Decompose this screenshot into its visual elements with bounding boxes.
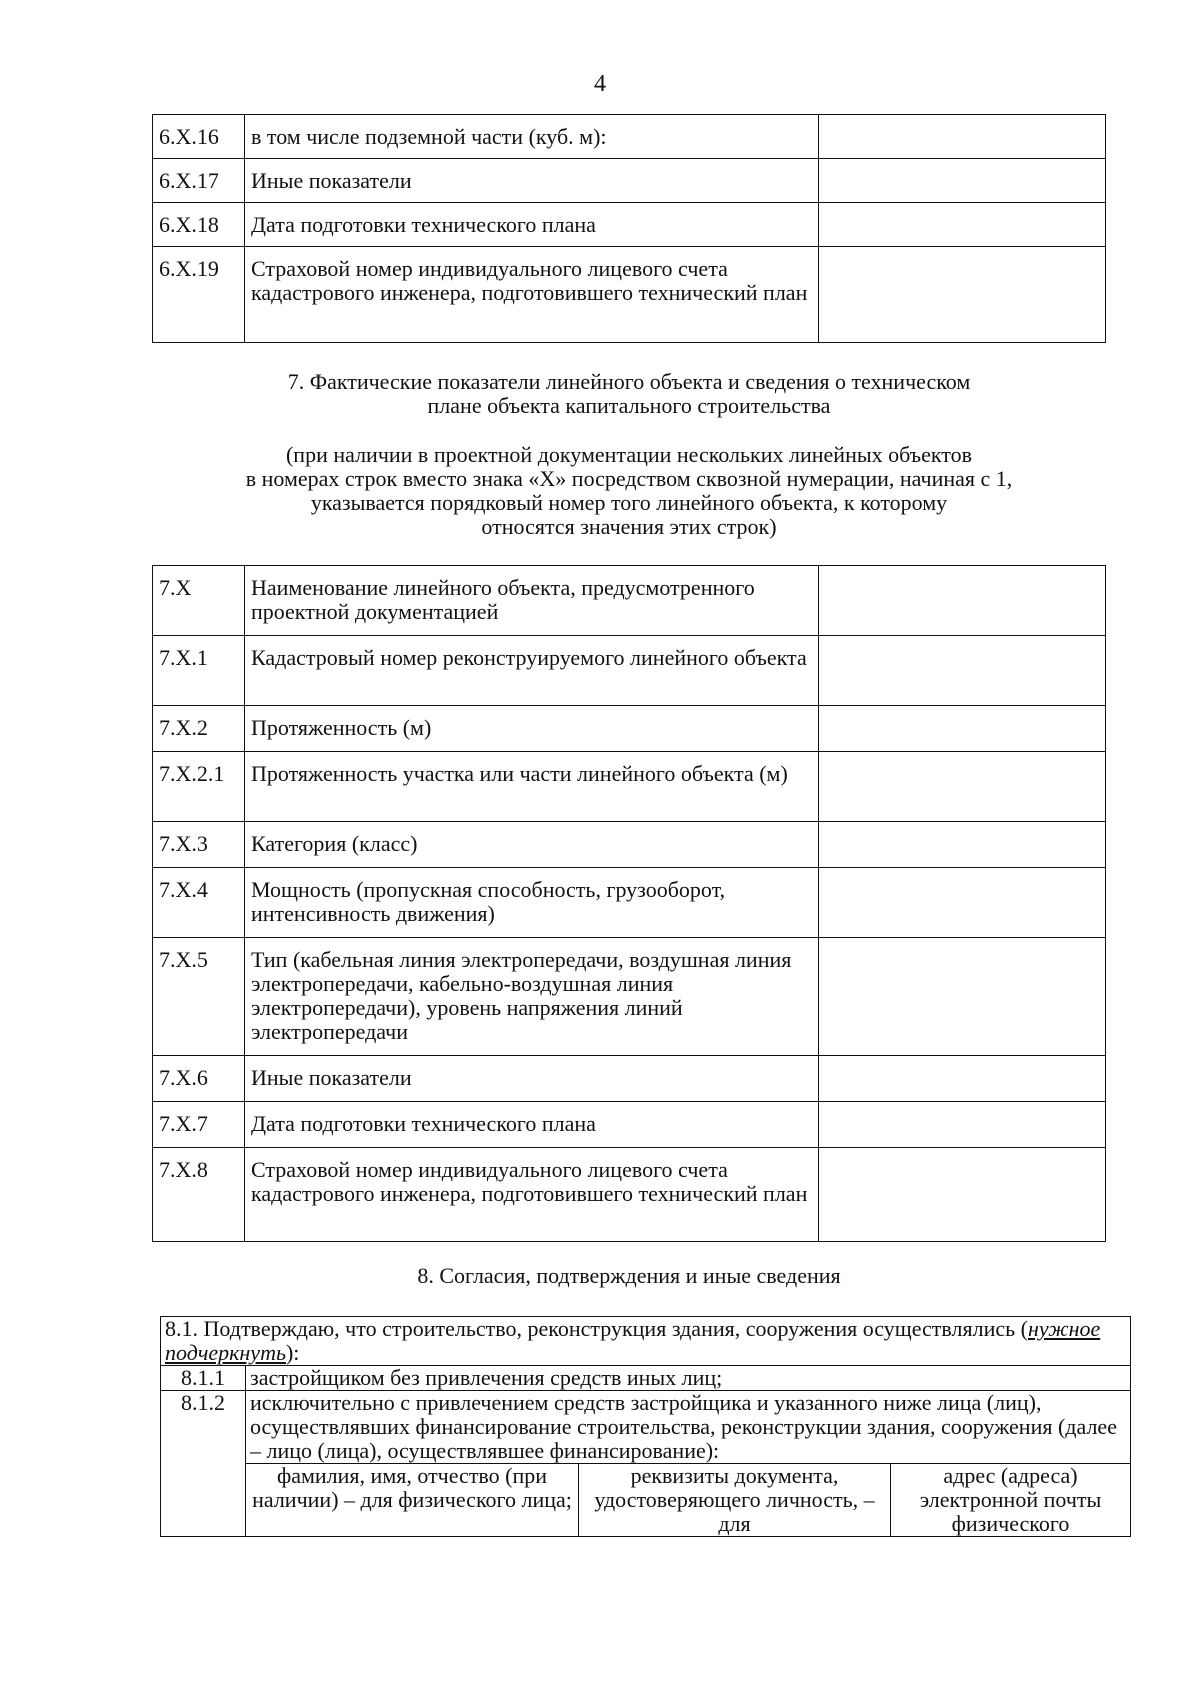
row-value[interactable] [819,868,1106,938]
row-label: Дата подготовки технического плана [245,203,819,247]
section7-note [152,443,1106,539]
row-number: 6.X.19 [153,247,245,343]
table-row [153,1056,1106,1102]
row-value[interactable] [819,706,1106,752]
row-value[interactable] [819,247,1106,343]
table-row [153,706,1106,752]
row-label: Дата подготовки технического плана [245,1102,819,1148]
section8-intro [161,1317,1131,1366]
row-number: 7.X.1 [153,636,245,706]
table-section7 [152,565,1106,1242]
row-number: 7.X.7 [153,1102,245,1148]
table-row [153,752,1106,822]
row-value[interactable] [819,1056,1106,1102]
page-number: 4 [594,71,606,97]
table-row [153,203,1106,247]
row-label: Тип (кабельная линия электропередачи, воздушная линия электропередачи, кабельно-воздушная линия электропередачи), уровень напряжения линий электропередачи [245,938,819,1056]
row-value[interactable] [819,159,1106,203]
row-number: 8.1.1 [161,1366,246,1391]
table-row [153,159,1106,203]
intro-italic: нужное подчеркнуть [165,1316,1101,1365]
table-row [153,1148,1106,1242]
table-row [161,1366,1131,1391]
table-row [153,636,1106,706]
row-number: 7.X.2 [153,706,245,752]
row-label: Наименование линейного объекта, предусмотренного проектной документацией [245,566,819,636]
row-label: Мощность (пропускная способность, грузооборот, интенсивность движения) [245,868,819,938]
row-label: Иные показатели [245,1056,819,1102]
intro-text: 8.1. Подтверждаю, что строительство, реконструкция здания, сооружения осуществлялись ( [165,1316,1028,1341]
row-number: 6.X.17 [153,159,245,203]
row-label: исключительно с привлечением средств застройщика и указанного ниже лица (лиц), осуществлявших финансирование строительства, реконструкции здания, сооружения (далее – лицо (лица), осуществлявшее финансирование): [246,1391,1131,1464]
row-label: Страховой номер индивидуального лицевого счета кадастрового инженера, подготовившего технический план [245,1148,819,1242]
section7-title [152,370,1106,418]
row-label: застройщиком без привлечения средств иных лиц; [246,1366,1131,1391]
row-value[interactable] [819,1148,1106,1242]
row-value[interactable] [819,636,1106,706]
row-label: Кадастровый номер реконструируемого линейного объекта [245,636,819,706]
row-value[interactable] [819,1102,1106,1148]
row-label: Категория (класс) [245,822,819,868]
table-row [153,822,1106,868]
row-label: в том числе подземной части (куб. м): [245,115,819,159]
row-number: 6.X.18 [153,203,245,247]
sub-header-email: адрес (адреса) электронной почты физического [891,1464,1131,1537]
row-value[interactable] [819,566,1106,636]
section7-title-line1: 7. Фактические показатели линейного объекта и сведения о техническом [287,369,971,394]
row-number: 7.X.2.1 [153,752,245,822]
row-number: 7.X.8 [153,1148,245,1242]
table-row [153,1102,1106,1148]
row-value[interactable] [819,822,1106,868]
table-row [161,1317,1131,1366]
row-number: 7.X [153,566,245,636]
row-value[interactable] [819,203,1106,247]
row-value[interactable] [819,938,1106,1056]
row-number: 7.X.4 [153,868,245,938]
table-row [161,1464,1131,1537]
intro-end: ): [285,1340,300,1365]
row-label: Протяженность (м) [245,706,819,752]
row-number: 7.X.3 [153,822,245,868]
table-row [153,566,1106,636]
section7-note-line2: в номерах строк вместо знака «Х» посредством сквозной нумерации, начиная с 1, [245,466,1013,491]
sub-header-person: фамилия, имя, отчество (при наличии) – для физического лица; [246,1464,579,1537]
table-section6-continuation [152,114,1106,343]
sub-header-document: реквизиты документа, удостоверяющего личность, – для [579,1464,891,1537]
table-section8 [160,1316,1131,1537]
table-row [153,868,1106,938]
section7-note-line1: (при наличии в проектной документации нескольких линейных объектов [285,442,973,467]
table-row [153,938,1106,1056]
row-label: Протяженность участка или части линейного объекта (м) [245,752,819,822]
table-row [161,1391,1131,1464]
table-row [153,247,1106,343]
row-label: Страховой номер индивидуального лицевого счета кадастрового инженера, подготовившего технический план [245,247,819,343]
row-number: 7.X.5 [153,938,245,1056]
table-row [153,115,1106,159]
section7-note-line4: относятся значения этих строк) [481,514,777,539]
section7-title-line2: плане объекта капитального строительства [427,393,831,418]
section8-title: 8. Согласия, подтверждения и иные сведения [417,1263,841,1288]
section7-note-line3: указывается порядковый номер того линейного объекта, к которому [310,490,948,515]
row-number: 8.1.2 [161,1391,246,1537]
row-label: Иные показатели [245,159,819,203]
row-value[interactable] [819,752,1106,822]
row-number: 6.X.16 [153,115,245,159]
row-number: 7.X.6 [153,1056,245,1102]
row-value[interactable] [819,115,1106,159]
